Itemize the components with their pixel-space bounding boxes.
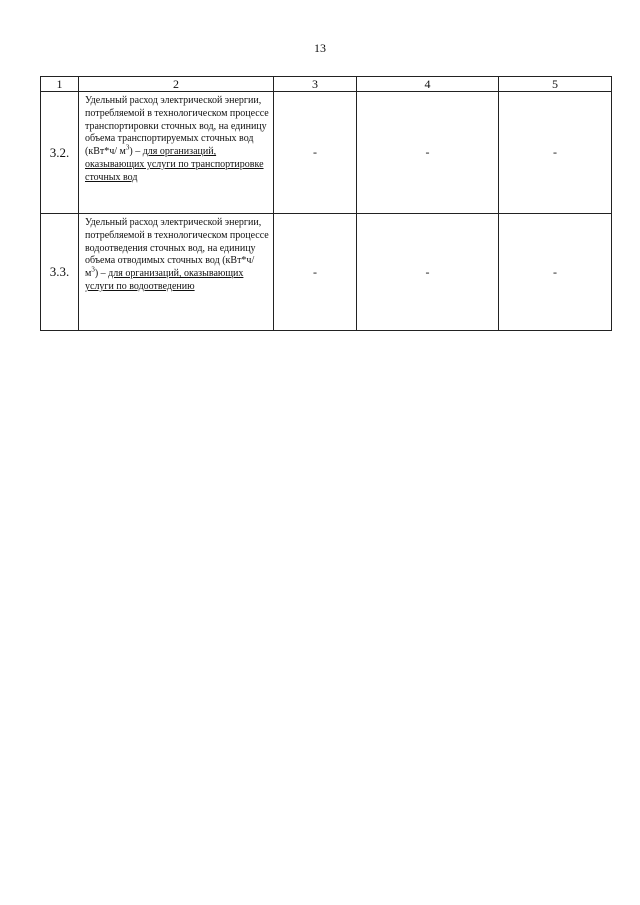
header-col-5: 5 [499,77,612,92]
indicator-table [40,76,612,331]
header-col-1: 1 [41,77,79,92]
row-description [79,214,274,331]
description-paren: ) – [129,146,143,158]
value-col-4: - [357,214,499,331]
header-col-4: 4 [357,77,499,92]
header-col-3: 3 [274,77,357,92]
page-number: 13 [314,41,326,55]
table-header-row [41,77,612,92]
description-text: Удельный расход электрической энергии, потребляемой в технологическом процессе водоотведения сточных вод, на единицу объема отводимых сточных вод (кВт*ч/ м [85,217,269,280]
value-col-5: - [499,92,612,214]
value-col-3: - [274,92,357,214]
value-col-4: - [357,92,499,214]
table-row [41,214,612,331]
description-text: Удельный расход электрической энергии, потребляемой в технологическом процессе транспортировки сточных вод, на единицу объема транспортируемых сточных вод (кВт*ч/ м [85,95,269,158]
row-number: 3.3. [41,214,79,331]
superscript: 3 [125,143,130,152]
row-description [79,92,274,214]
description-underlined: для организаций, оказывающих услуги по водоотведению [85,268,244,292]
header-col-2: 2 [79,77,274,92]
row-number: 3.2. [41,92,79,214]
value-col-3: - [274,214,357,331]
value-col-5: - [499,214,612,331]
description-paren: ) – [94,268,109,280]
table-row [41,92,612,214]
superscript: 3 [91,265,95,274]
description-underlined: для организаций, оказывающих услуги по транспортировке сточных вод [85,146,264,183]
